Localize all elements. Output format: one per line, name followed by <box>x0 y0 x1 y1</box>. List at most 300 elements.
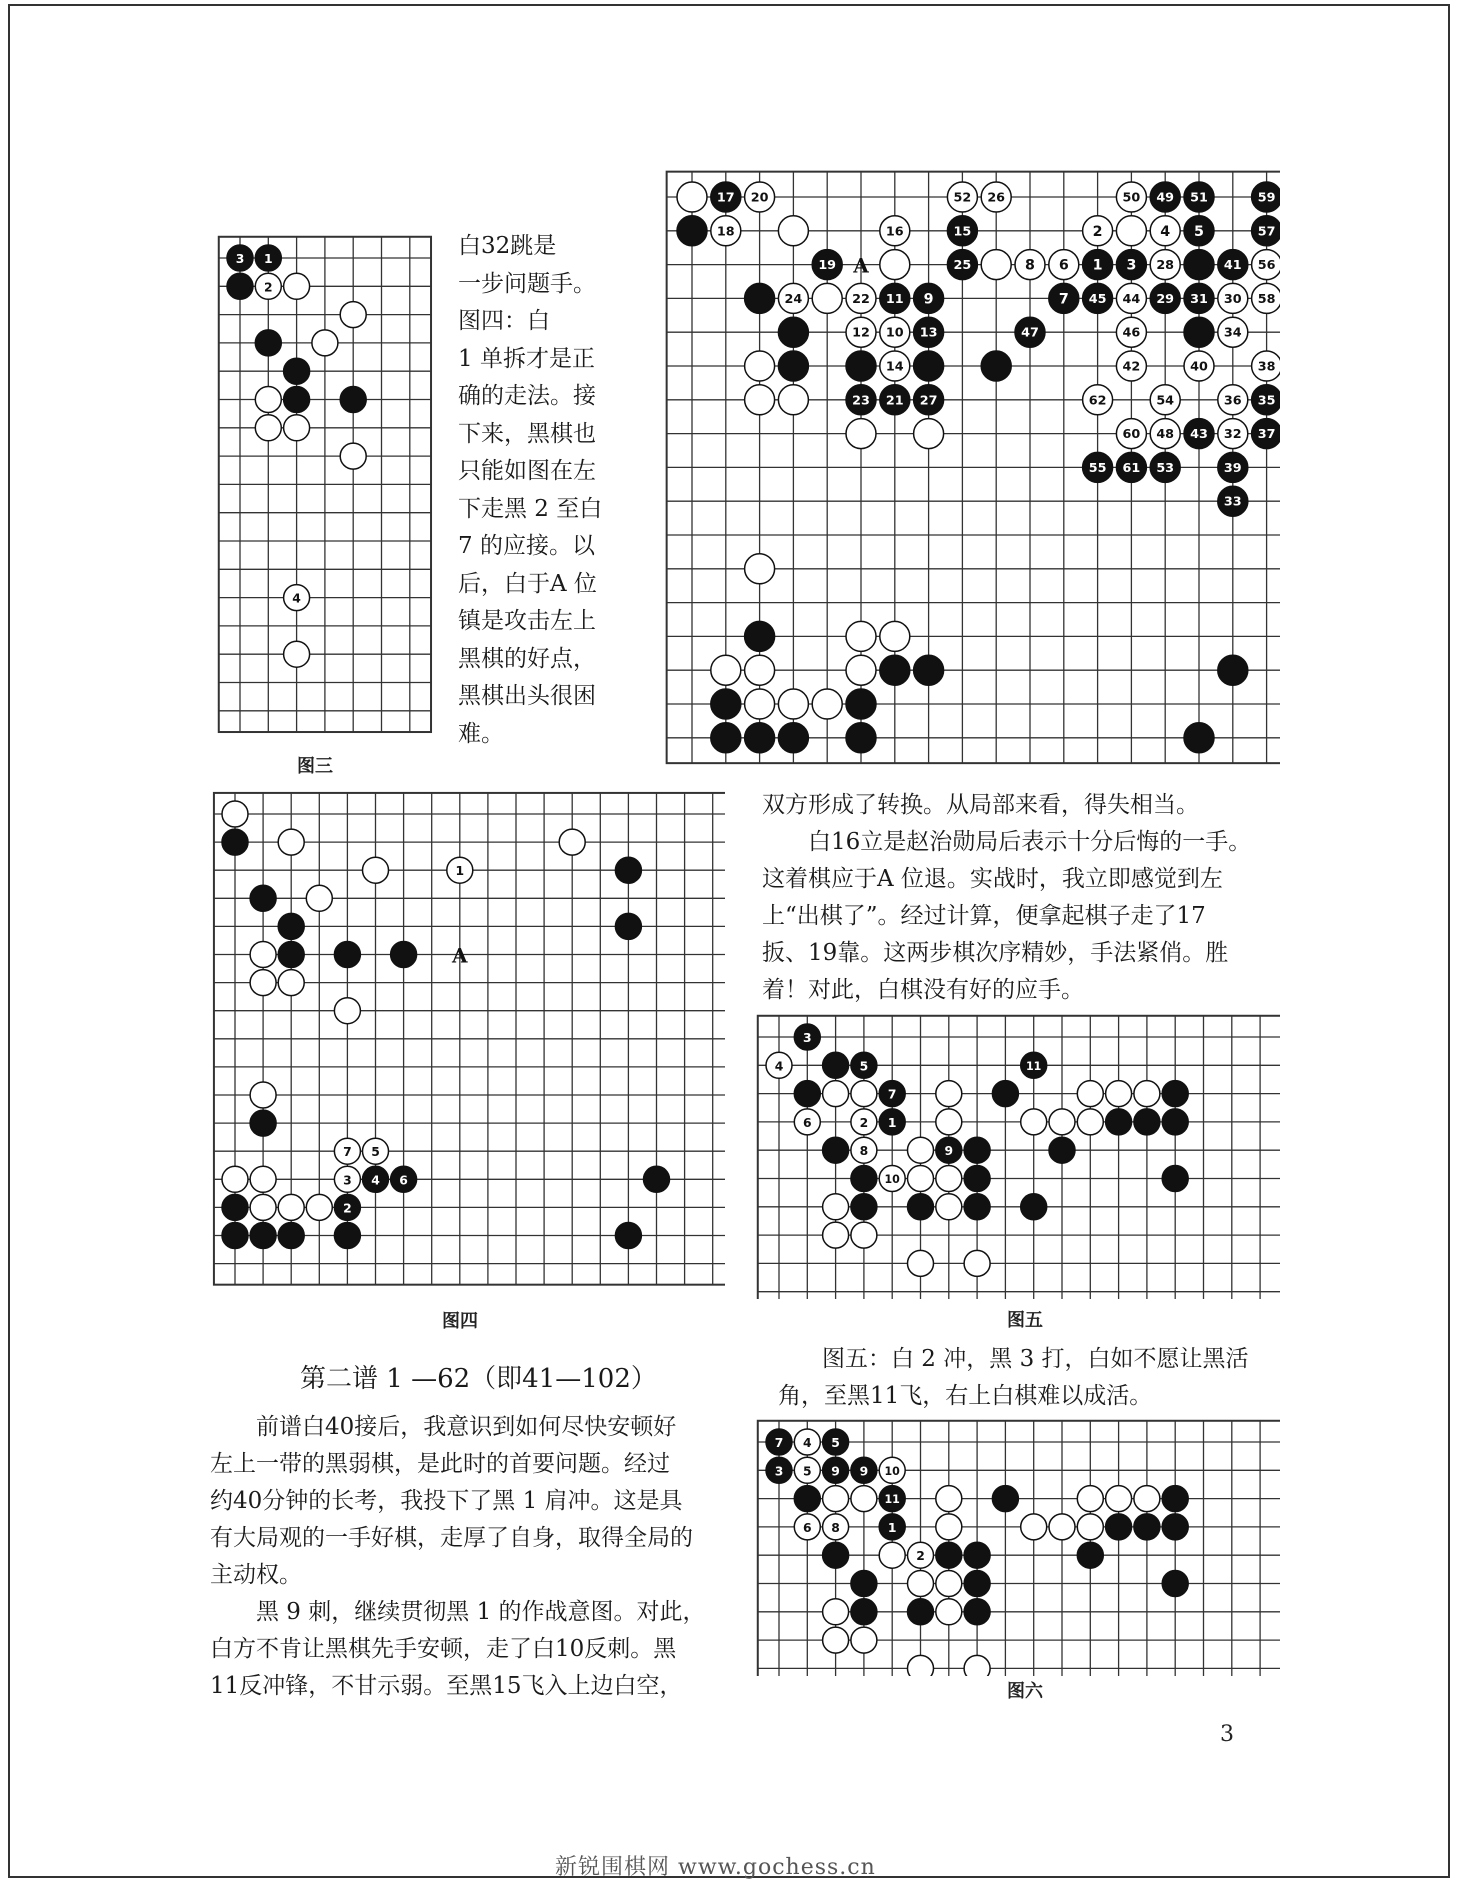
white-stone <box>908 1571 934 1597</box>
white-stone <box>766 1052 792 1078</box>
black-stone <box>879 1486 905 1512</box>
commentary-fig5: 图五：白 2 冲，黑 3 打，白如不愿让黑活 角，至黑11飞，右上白棋难以成活。 <box>778 1346 1249 1409</box>
white-stone <box>340 302 366 328</box>
white-stone <box>851 1222 877 1248</box>
black-stone <box>981 351 1011 381</box>
white-stone <box>745 182 775 212</box>
black-stone <box>1116 250 1146 280</box>
white-stone <box>711 216 741 246</box>
black-stone <box>778 723 808 753</box>
white-stone <box>334 1138 360 1164</box>
move-number: 27 <box>919 393 938 409</box>
move-number: 25 <box>953 258 972 274</box>
move-number: 3 <box>803 1031 812 1045</box>
white-stone <box>278 970 304 996</box>
black-stone <box>1049 1137 1075 1163</box>
black-stone <box>823 1052 849 1078</box>
move-number: 4 <box>803 1436 812 1450</box>
black-stone <box>250 1110 276 1136</box>
move-number: 7 <box>1058 291 1069 308</box>
white-stone <box>222 1166 248 1192</box>
move-number: 5 <box>1194 223 1204 240</box>
white-stone <box>1083 216 1113 246</box>
fig3-commentary: 白32跳是 一步问题手。 图四：白 1 单拆才是正 确的走法。接 下来，黑棋也 只能如图在左 下走黑 2 至白 7 的应接。以 后，白于A 位 镇是攻击左上 黑棋的好点， 黑棋出头很困 难。 <box>458 233 603 747</box>
move-number: 1 <box>264 252 273 266</box>
move-number: 8 <box>859 1144 869 1159</box>
white-stone <box>1049 250 1079 280</box>
black-stone <box>391 1166 417 1192</box>
black-stone <box>851 1599 877 1625</box>
move-number: 7 <box>887 1087 897 1102</box>
white-stone <box>778 689 808 719</box>
black-stone <box>914 385 944 415</box>
white-stone <box>1116 283 1146 313</box>
move-number: 3 <box>774 1464 784 1479</box>
commentary-left-bottom: 前谱白40接后，我意识到如何尽快安顿好 左上一带的黑弱棋，是此时的首要问题。经过 约40分钟的长考，我投下了黑 1 肩冲。这是具 有大局观的一手好棋，走厚了自身，取得全局的 主动权。 黑 9 刺，继续贯彻黑 1 的作战意图。对此， 白方不肯让黑棋先手安顿，走了白10反刺。黑 11反冲锋，不甘示弱。至黑15飞入上边白空， <box>210 1414 706 1699</box>
white-stone <box>880 621 910 651</box>
white-stone <box>778 283 808 313</box>
move-number: 2 <box>264 280 273 295</box>
move-number: 11 <box>885 291 904 307</box>
white-stone <box>794 1109 820 1135</box>
move-number: 20 <box>750 190 769 206</box>
black-stone <box>1134 1109 1160 1135</box>
white-stone <box>1077 1486 1103 1512</box>
white-stone <box>334 1166 360 1192</box>
move-number: 5 <box>371 1145 380 1160</box>
move-number: 7 <box>774 1436 784 1450</box>
black-stone <box>851 1571 877 1597</box>
white-stone <box>250 1194 276 1220</box>
white-stone <box>1116 216 1146 246</box>
black-stone <box>1083 283 1113 313</box>
move-number: 44 <box>1122 291 1141 307</box>
move-number: 10 <box>884 1464 900 1478</box>
white-stone <box>812 689 842 719</box>
white-stone <box>846 317 876 347</box>
point-label-a: A <box>452 943 468 968</box>
move-number: 43 <box>1190 427 1208 443</box>
white-stone <box>1218 385 1248 415</box>
move-number: 47 <box>1021 325 1039 341</box>
black-stone <box>908 1599 934 1625</box>
white-stone <box>936 1109 962 1135</box>
white-stone <box>1021 1514 1047 1540</box>
move-number: 24 <box>784 291 803 307</box>
black-stone <box>222 1223 248 1249</box>
black-stone <box>964 1542 990 1568</box>
point-label-a: A <box>853 253 869 278</box>
move-number: 3 <box>235 252 245 266</box>
white-stone <box>936 1514 962 1540</box>
white-stone <box>823 1627 849 1653</box>
move-number: 55 <box>1088 460 1107 476</box>
black-stone <box>851 1457 877 1483</box>
black-stone <box>879 1514 905 1540</box>
white-stone <box>255 415 281 441</box>
white-stone <box>1218 419 1248 449</box>
black-stone <box>711 182 741 212</box>
black-stone <box>340 387 366 413</box>
white-stone <box>823 1514 849 1540</box>
move-number: 62 <box>1088 393 1107 409</box>
move-number: 8 <box>1025 257 1035 274</box>
black-stone <box>391 942 417 968</box>
white-stone <box>936 1194 962 1220</box>
white-stone <box>1218 317 1248 347</box>
white-stone <box>363 857 389 883</box>
white-stone <box>711 655 741 685</box>
white-stone <box>846 621 876 651</box>
move-number: 35 <box>1257 393 1276 409</box>
black-stone <box>936 1137 962 1163</box>
white-stone <box>981 182 1011 212</box>
move-number: 11 <box>884 1493 900 1507</box>
white-stone <box>1252 351 1280 381</box>
black-stone <box>914 655 944 685</box>
move-number: 9 <box>831 1464 840 1479</box>
move-number: 1 <box>455 864 465 879</box>
move-number: 37 <box>1257 427 1276 443</box>
move-number: 8 <box>831 1520 840 1535</box>
white-stone <box>1049 1514 1075 1540</box>
white-stone <box>880 351 910 381</box>
black-stone <box>992 1486 1018 1512</box>
black-stone <box>794 1081 820 1107</box>
white-stone <box>1116 419 1146 449</box>
caption-fig4: 图四 <box>442 1311 478 1332</box>
white-stone <box>823 1486 849 1512</box>
black-stone <box>615 1223 641 1249</box>
white-stone <box>851 1486 877 1512</box>
black-stone <box>1252 216 1280 246</box>
black-stone <box>1083 452 1113 482</box>
black-stone <box>745 621 775 651</box>
white-stone <box>284 641 310 667</box>
move-number: 26 <box>987 190 1006 206</box>
black-stone <box>227 273 253 299</box>
white-stone <box>823 1194 849 1220</box>
move-number: 28 <box>1156 258 1175 274</box>
black-stone <box>363 1166 389 1192</box>
move-number: 23 <box>852 393 870 409</box>
black-stone <box>846 689 876 719</box>
white-stone <box>981 250 1011 280</box>
black-stone <box>1106 1109 1132 1135</box>
black-stone <box>964 1166 990 1192</box>
black-stone <box>914 317 944 347</box>
black-stone <box>964 1571 990 1597</box>
white-stone <box>778 216 808 246</box>
move-number: 1 <box>887 1115 897 1130</box>
black-stone <box>222 1194 248 1220</box>
move-number: 15 <box>953 224 972 240</box>
black-stone <box>1162 1486 1188 1512</box>
black-stone <box>914 351 944 381</box>
move-number: 38 <box>1257 359 1276 375</box>
move-number: 54 <box>1156 393 1175 409</box>
black-stone <box>778 351 808 381</box>
white-stone <box>1218 283 1248 313</box>
black-stone <box>1162 1166 1188 1192</box>
white-stone <box>1116 182 1146 212</box>
white-stone <box>908 1542 934 1568</box>
white-stone <box>559 829 585 855</box>
black-stone <box>284 387 310 413</box>
black-stone <box>794 1024 820 1050</box>
white-stone <box>936 1571 962 1597</box>
black-stone <box>1252 385 1280 415</box>
move-number: 59 <box>1257 190 1276 206</box>
white-stone <box>278 829 304 855</box>
move-number: 2 <box>1092 223 1103 240</box>
black-stone <box>1021 1052 1047 1078</box>
white-stone <box>1150 385 1180 415</box>
move-number: 49 <box>1156 190 1175 206</box>
go-board-main <box>660 163 1280 773</box>
white-stone <box>334 998 360 1024</box>
black-stone <box>1162 1081 1188 1107</box>
go-board-fig6 <box>755 1416 1280 1676</box>
white-stone <box>1116 317 1146 347</box>
white-stone <box>1083 385 1113 415</box>
move-number: 61 <box>1122 460 1141 476</box>
move-number: 1 <box>887 1520 897 1535</box>
black-stone <box>1150 182 1180 212</box>
white-stone <box>1184 351 1214 381</box>
move-number: 42 <box>1122 359 1141 375</box>
move-number: 21 <box>885 393 904 409</box>
white-stone <box>284 585 310 611</box>
white-stone <box>250 970 276 996</box>
black-stone <box>1021 1194 1047 1220</box>
white-stone <box>880 216 910 246</box>
black-stone <box>964 1194 990 1220</box>
move-number: 40 <box>1190 359 1208 375</box>
caption-fig5: 图五 <box>1007 1310 1043 1331</box>
black-stone <box>823 1542 849 1568</box>
caption-fig6: 图六 <box>1007 1681 1043 1702</box>
move-number: 4 <box>292 591 301 606</box>
move-number: 9 <box>859 1464 869 1479</box>
white-stone <box>846 655 876 685</box>
move-number: 46 <box>1122 325 1141 341</box>
caption-fig3: 图三 <box>297 756 333 777</box>
black-stone <box>1218 452 1248 482</box>
move-number: 6 <box>399 1173 408 1188</box>
black-stone <box>879 1081 905 1107</box>
go-board-fig5 <box>755 1009 1280 1299</box>
white-stone <box>306 1194 332 1220</box>
black-stone <box>1218 250 1248 280</box>
go-board-fig3 <box>205 228 440 748</box>
move-number: 50 <box>1122 190 1141 206</box>
white-stone <box>1116 351 1146 381</box>
black-stone <box>914 283 944 313</box>
black-stone <box>1184 182 1214 212</box>
black-stone <box>936 1542 962 1568</box>
black-stone <box>1150 283 1180 313</box>
white-stone <box>1134 1486 1160 1512</box>
black-stone <box>1162 1109 1188 1135</box>
white-stone <box>778 385 808 415</box>
white-stone <box>1077 1514 1103 1540</box>
black-stone <box>1218 486 1248 516</box>
black-stone <box>1184 723 1214 753</box>
white-stone <box>363 1138 389 1164</box>
black-stone <box>278 913 304 939</box>
black-stone <box>846 385 876 415</box>
move-number: 9 <box>944 1144 954 1159</box>
black-stone <box>908 1194 934 1220</box>
white-stone <box>908 1137 934 1163</box>
black-stone <box>1184 216 1214 246</box>
white-stone <box>1015 250 1045 280</box>
white-stone <box>851 1109 877 1135</box>
white-stone <box>879 1542 905 1568</box>
move-number: 4 <box>1160 223 1171 240</box>
black-stone <box>823 1137 849 1163</box>
white-stone <box>1049 1109 1075 1135</box>
book-page <box>8 4 1450 1878</box>
black-stone <box>278 1223 304 1249</box>
black-stone <box>766 1429 792 1455</box>
move-number: 51 <box>1190 190 1208 206</box>
black-stone <box>745 283 775 313</box>
white-stone <box>255 387 281 413</box>
white-stone <box>964 1655 990 1676</box>
move-number: 29 <box>1156 291 1175 307</box>
black-stone <box>1184 283 1214 313</box>
white-stone <box>851 1137 877 1163</box>
white-stone <box>1150 250 1180 280</box>
black-stone <box>851 1194 877 1220</box>
black-stone <box>1162 1571 1188 1597</box>
white-stone <box>908 1166 934 1192</box>
white-stone <box>255 273 281 299</box>
white-stone <box>447 857 473 883</box>
white-stone <box>284 273 310 299</box>
white-stone <box>222 801 248 827</box>
move-number: 14 <box>885 359 904 375</box>
move-number: 6 <box>803 1115 812 1130</box>
black-stone <box>1049 283 1079 313</box>
white-stone <box>1106 1486 1132 1512</box>
move-number: 9 <box>923 291 934 308</box>
white-stone <box>794 1429 820 1455</box>
black-stone <box>964 1599 990 1625</box>
white-stone <box>745 554 775 584</box>
white-stone <box>284 415 310 441</box>
white-stone <box>908 1655 934 1676</box>
black-stone <box>1184 317 1214 347</box>
move-number: 3 <box>1126 257 1137 274</box>
white-stone <box>1134 1081 1160 1107</box>
move-number: 18 <box>716 224 735 240</box>
black-stone <box>794 1486 820 1512</box>
white-stone <box>1077 1081 1103 1107</box>
black-stone <box>1252 419 1280 449</box>
white-stone <box>914 419 944 449</box>
move-number: 4 <box>774 1059 784 1074</box>
black-stone <box>334 942 360 968</box>
white-stone <box>880 317 910 347</box>
move-number: 30 <box>1223 291 1242 307</box>
white-stone <box>936 1081 962 1107</box>
black-stone <box>1252 182 1280 212</box>
black-stone <box>879 1109 905 1135</box>
black-stone <box>250 1223 276 1249</box>
white-stone <box>1252 250 1280 280</box>
white-stone <box>312 330 338 356</box>
white-stone <box>908 1250 934 1276</box>
white-stone <box>1021 1109 1047 1135</box>
black-stone <box>615 857 641 883</box>
black-stone <box>1106 1514 1132 1540</box>
move-number: 2 <box>859 1115 869 1130</box>
white-stone <box>947 182 977 212</box>
white-stone <box>879 1457 905 1483</box>
white-stone <box>936 1166 962 1192</box>
black-stone <box>1150 452 1180 482</box>
black-stone <box>227 245 253 271</box>
black-stone <box>1184 419 1214 449</box>
move-number: 13 <box>919 325 938 341</box>
black-stone <box>851 1166 877 1192</box>
black-stone <box>1134 1514 1160 1540</box>
move-number: 5 <box>803 1464 812 1479</box>
black-stone <box>1015 317 1045 347</box>
move-number: 12 <box>852 325 870 341</box>
black-stone <box>1218 655 1248 685</box>
go-board-fig4 <box>205 786 725 1301</box>
move-number: 2 <box>916 1549 925 1564</box>
black-stone <box>823 1457 849 1483</box>
black-stone <box>880 655 910 685</box>
move-number: 3 <box>343 1173 352 1188</box>
black-stone <box>947 216 977 246</box>
move-number: 5 <box>859 1059 869 1074</box>
black-stone <box>964 1137 990 1163</box>
white-stone <box>340 443 366 469</box>
move-number: 10 <box>884 1173 900 1186</box>
move-number: 56 <box>1257 258 1276 274</box>
move-number: 45 <box>1088 291 1107 307</box>
move-number: 11 <box>1026 1059 1042 1073</box>
white-stone <box>846 419 876 449</box>
move-number: 6 <box>803 1520 812 1535</box>
white-stone <box>1150 216 1180 246</box>
black-stone <box>677 216 707 246</box>
black-stone <box>766 1457 792 1483</box>
black-stone <box>334 1223 360 1249</box>
white-stone <box>823 1222 849 1248</box>
white-stone <box>964 1250 990 1276</box>
white-stone <box>936 1599 962 1625</box>
black-stone <box>1083 250 1113 280</box>
move-number: 48 <box>1156 427 1175 443</box>
white-stone <box>846 283 876 313</box>
black-stone <box>250 885 276 911</box>
move-number: 6 <box>1058 257 1069 274</box>
move-number: 2 <box>343 1201 352 1216</box>
move-number: 5 <box>831 1436 840 1450</box>
white-stone <box>745 385 775 415</box>
move-number: 53 <box>1156 460 1175 476</box>
black-stone <box>255 330 281 356</box>
site-watermark: 新锐围棋网 www.gochess.cn <box>555 1855 876 1880</box>
white-stone <box>1150 419 1180 449</box>
